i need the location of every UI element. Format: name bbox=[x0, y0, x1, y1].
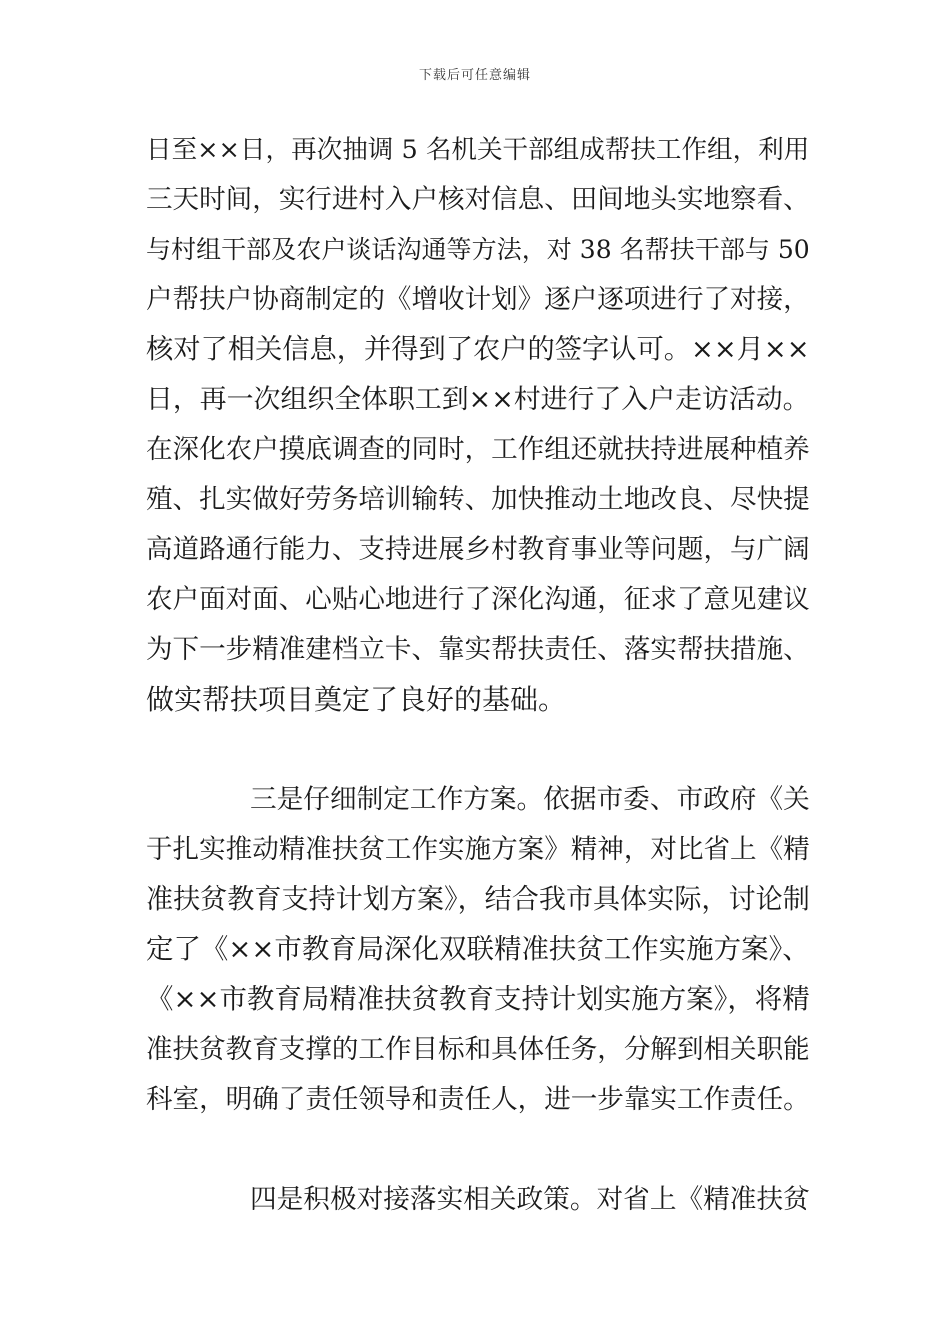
paragraph-line: 为下一步精准建档立卡、靠实帮扶责任、落实帮扶措施、 bbox=[146, 634, 810, 665]
paragraph-line: 科室，明确了责任领导和责任人，进一步靠实工作责任。 bbox=[146, 1084, 810, 1115]
paragraph-line: 定了《××市教育局深化双联精准扶贫工作实施方案》、 bbox=[146, 934, 810, 965]
paragraph-line: 日至××日，再次抽调 5 名机关干部组成帮扶工作组，利用 bbox=[146, 135, 810, 165]
paragraph-line: 核对了相关信息，并得到了农户的签字认可。××月×× bbox=[146, 334, 810, 365]
paragraph-line: 户帮扶户协商制定的《增收计划》逐户逐项进行了对接， bbox=[146, 284, 810, 315]
paragraph-line: 做实帮扶项目奠定了良好的基础。 bbox=[146, 683, 567, 716]
paragraph-line: 三天时间，实行进村入户核对信息、田间地头实地察看、 bbox=[146, 184, 810, 215]
page-header: 下载后可任意编辑 bbox=[418, 68, 531, 83]
paragraph-line: 殖、扎实做好劳务培训输转、加快推动土地改良、尽快提 bbox=[146, 484, 810, 515]
paragraph-line: 《××市教育局精准扶贫教育支持计划实施方案》，将精 bbox=[146, 984, 810, 1015]
paragraph-line: 与村组干部及农户谈话沟通等方法，对 38 名帮扶干部与 50 bbox=[146, 235, 810, 264]
paragraph-line: 准扶贫教育支撑的工作目标和具体任务，分解到相关职能 bbox=[146, 1034, 810, 1065]
paragraph-line: 在深化农户摸底调查的同时，工作组还就扶持进展种植养 bbox=[146, 434, 810, 465]
paragraph-line: 农户面对面、心贴心地进行了深化沟通，征求了意见建议 bbox=[146, 584, 810, 615]
paragraph-line: 四是积极对接落实相关政策。对省上《精准扶贫 bbox=[250, 1184, 810, 1215]
paragraph-line: 于扎实推动精准扶贫工作实施方案》精神，对比省上《精 bbox=[146, 834, 810, 865]
paragraph-line: 高道路通行能力、支持进展乡村教育事业等问题，与广阔 bbox=[146, 534, 810, 565]
paragraph-line: 日，再一次组织全体职工到××村进行了入户走访活动。 bbox=[146, 384, 810, 415]
paragraph-line: 准扶贫教育支持计划方案》，结合我市具体实际，讨论制 bbox=[146, 884, 810, 915]
paragraph-line: 三是仔细制定工作方案。依据市委、市政府《关 bbox=[250, 784, 810, 815]
